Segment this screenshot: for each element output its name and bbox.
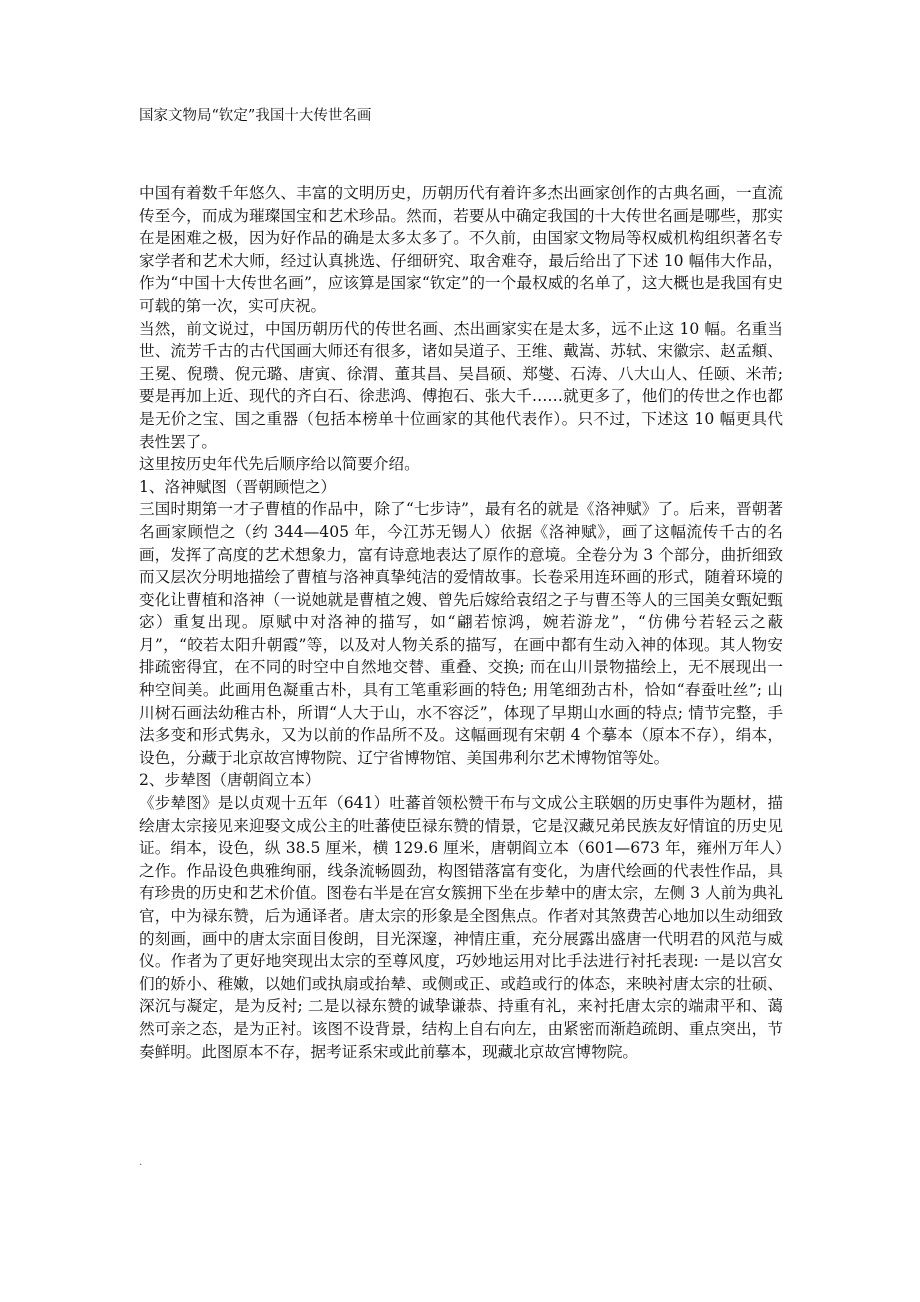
section-paragraph: 三国时期第一才子曹植的作品中，除了“七步诗”，最有名的就是《洛神赋》了。后来，晋朝著名画家顾恺之（约 344—405 年，今江苏无锡人）依据《洛神赋》，画了这幅流传千古的名画，发挥了高度的艺术想象力，富有诗意地表达了原作的意境。全卷分为 3 个部分，曲折细致而又层次分明地描绘了曹植与洛神真挚纯洁的爱情故事。长卷采用连环画的形式，随着环境的变化让曹植和洛神（一说她就是曹植之嫂、曾先后嫁给袁绍之子与曹丕等人的三国美女甄妃甄宓）重复出现。原赋中对洛神的描写，如“翩若惊鸿，婉若游龙”，“仿佛兮若轻云之蔽月”，“皎若太阳升朝霞”等，以及对人物关系的描写，在画中都有生动入神的体现。其人物安排疏密得宜，在不同的时空中自然地交替、重叠、交换; 而在山川景物描绘上，无不展现出一种空间美。此画用色凝重古朴，具有工笔重彩画的特色; 用笔细劲古朴，恰如“春蚕吐丝”; 山川树石画法幼稚古朴，所谓“人大于山，水不容泛”，体现了早期山水画的特点; 情节完整，手法多变和形式隽永，又为以前的作品所不及。这幅画现有宋朝 4 个摹本（原本不存），绢本，设色，分藏于北京故宫博物院、辽宁省博物馆、美国弗利尔艺术博物馆等处。 — [139, 500, 783, 767]
section-paragraph: 《步辇图》是以贞观十五年（641）吐蕃首领松赞干布与文成公主联姻的历史事件为题材，描绘唐太宗接见来迎娶文成公主的吐蕃使臣禄东赞的情景，它是汉藏兄弟民族友好情谊的历史见证。绢本，设色，纵 38.5 厘米，横 129.6 厘米，唐朝阎立本（601—673 年，雍州万年人）之作。作品设色典雅绚丽，线条流畅圆劲，构图错落富有变化，为唐代绘画的代表性作品，具有珍贵的历史和艺术价值。图卷右半是在宫女簇拥下坐在步辇中的唐太宗，左侧 3 人前为典礼官，中为禄东赞，后为通译者。唐太宗的形象是全图焦点。作者对其煞费苦心地加以生动细致的刻画，画中的唐太宗面目俊朗，目光深邃，神情庄重，充分展露出盛唐一代明君的风范与威仪。作者为了更好地突现出太宗的至尊风度，巧妙地运用对比手法进行衬托表现: 一是以宫女们的娇小、稚嫩，以她们或执扇或抬辇、或侧或正、或趋或行的体态，来映衬唐太宗的壮硕、深沉与凝定，是为反衬; 二是以禄东赞的诚挚谦恭、持重有礼，来衬托唐太宗的端肃平和、蔼然可亲之态，是为正衬。该图不设背景，结构上自右向左，由紧密而渐趋疏朗、重点突出，节奏鲜明。此图原本不存，据考证系宋或此前摹本，现藏北京故宫博物院。 — [139, 794, 783, 1061]
section-heading: 2、步辇图（唐朝阎立本） — [139, 771, 321, 790]
intro-paragraph: 当然，前文说过，中国历朝历代的传世名画、杰出画家实在是太多，远不止这 10 幅。名重当世、流芳千古的古代国画大师还有很多，诸如吴道子、王维、戴嵩、苏轼、宋徽宗、赵孟頫、王冕、倪瓒、倪元璐、唐寅、徐渭、董其昌、吴昌硕、郑燮、石涛、八大山人、任颐、米芾; 要是再加上近、现代的齐白石、徐悲鸿、傅抱石、张大千……就更多了，他们的传世之作也都是无价之宝、国之重器（包括本榜单十位画家的其他代表作）。只不过，下述这 10 幅更具代表性罢了。 — [139, 319, 783, 451]
document-page — [139, 106, 783, 1061]
document-title: 国家文物局“钦定”我国十大传世名画 — [139, 108, 372, 124]
section-heading: 1、洛神赋图（晋朝顾恺之） — [139, 477, 337, 496]
document-body — [139, 182, 783, 1063]
intro-paragraph: 这里按历史年代先后顺序给以简要介绍。 — [139, 455, 420, 474]
footer-mark: . — [139, 1157, 143, 1168]
intro-paragraph: 中国有着数千年悠久、丰富的文明历史，历朝历代有着许多杰出画家创作的古典名画，一直流传至今，而成为璀璨国宝和艺术珍品。然而，若要从中确定我国的十大传世名画是哪些，那实在是困难之极，因为好作品的确是太多太多了。不久前，由国家文物局等权威机构组织著名专家学者和艺术大师，经过认真挑选、仔细研究、取舍难夺，最后给出了下述 10 幅伟大作品，作为“中国十大传世名画”，应该算是国家“钦定”的一个最权威的名单了，这大概也是我国有史可载的第一次，实可庆祝。 — [139, 184, 783, 315]
